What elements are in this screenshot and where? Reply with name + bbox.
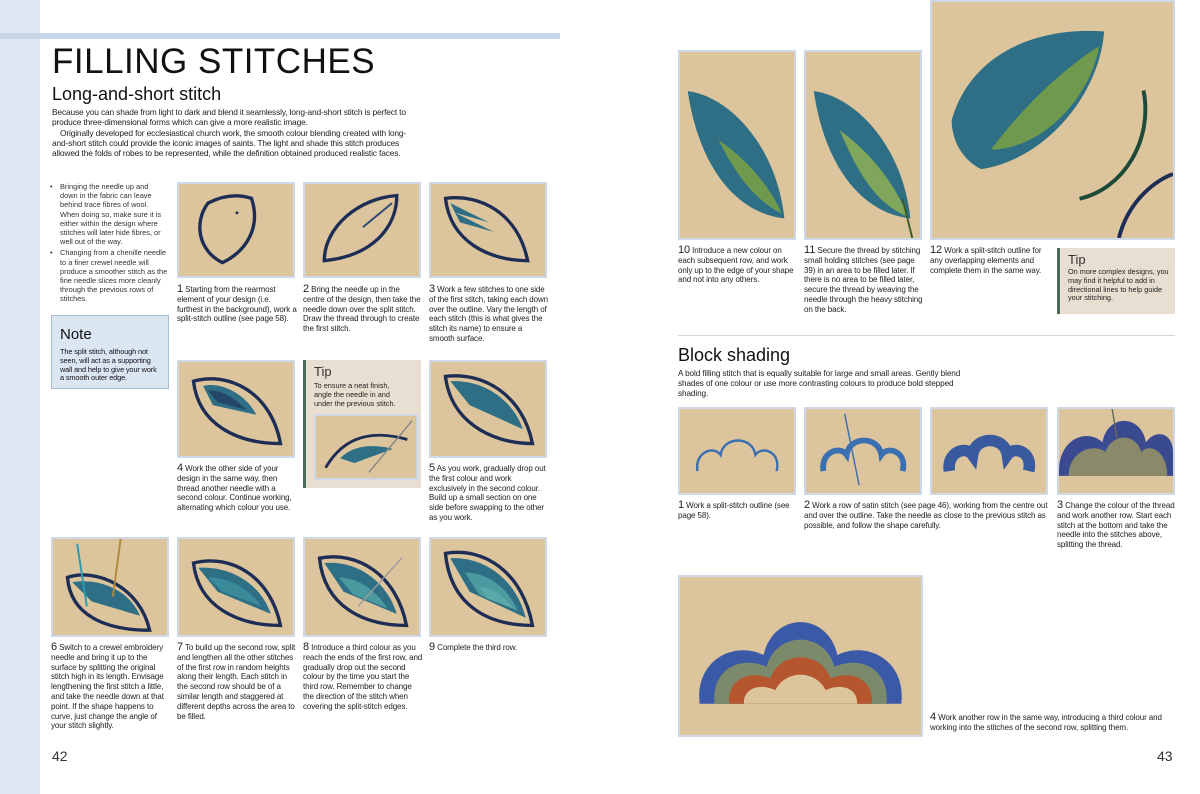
step-number: 2 [804, 499, 811, 511]
step-number: 10 [678, 244, 691, 256]
step-number: 3 [1057, 499, 1064, 511]
step-6-photo [51, 537, 169, 637]
note-text: The split stitch, although not seen, will act as a supporting wall and help to give your work a smooth outer edge. [60, 347, 157, 383]
step-text: Switch to a crewel embroidery needle and bring it up to the surface by splitting the original stitch high in its length. Envisage lengthening the first stitch a little, and take the needle down at that point. If the shape happens to curve, just change the angle of your stitch slightly. [51, 643, 164, 731]
section-title-block-shading: Block shading [678, 345, 791, 365]
section-divider [678, 335, 1175, 336]
tip-title: Tip [314, 364, 332, 379]
step-text: Work another row in the same way, introducing a third colour and working into the stitches of the second row, splitting them. [930, 713, 1162, 732]
block-step-3-caption [1057, 501, 1177, 550]
step-9-caption [429, 643, 549, 653]
bullet-item: • Bringing the needle up and down in the fabric can leave behind trace fibres of wool. When doing so, make sure it is either within the design where stitches will later hide fibres, or well out of the way. [50, 182, 168, 246]
step-7-caption [177, 643, 297, 721]
block-step-1-photo [678, 407, 796, 495]
step-2-photo [303, 182, 421, 278]
step-number: 5 [429, 462, 436, 474]
tips-bullet-list [50, 182, 168, 306]
step-11-photo [804, 50, 922, 240]
tip-text: On more complex designs, you may find it helpful to add in directional lines to help guide your stitching. [1068, 267, 1169, 303]
intro-text [52, 107, 422, 158]
step-text: Work a split-stitch outline (see page 58). [678, 501, 790, 520]
step-text: Work a split-stitch outline for any overlapping elements and complete them in the same way. [930, 246, 1042, 275]
step-text: Starting from the rearmost element of your design (i.e. furthest in the background), work a split-stitch outline (see page 58). [177, 285, 297, 324]
tip-box-right [1057, 248, 1175, 314]
block-step-3b-photo [1057, 407, 1175, 495]
step-4-caption [177, 464, 297, 513]
step-number: 1 [678, 499, 685, 511]
step-4-photo [177, 360, 295, 458]
step-10-photo [678, 50, 796, 240]
step-text: Complete the third row. [437, 643, 518, 652]
step-text: Change the colour of the thread and work another row. Start each stitch at the bottom and take the needle into the stitches above, splitting the thread. [1057, 501, 1175, 550]
step-8-caption [303, 643, 423, 712]
step-1-photo [177, 182, 295, 278]
step-3-photo [429, 182, 547, 278]
step-number: 8 [303, 641, 310, 653]
step-number: 11 [804, 244, 816, 256]
step-10-caption [678, 246, 798, 285]
step-number: 3 [429, 283, 436, 295]
page-edge-strip [0, 0, 40, 794]
page-title: FILLING STITCHES [52, 42, 376, 81]
page-number-left: 42 [52, 748, 68, 764]
step-number: 1 [177, 283, 184, 295]
block-step-4-photo [678, 575, 923, 737]
block-shading-intro: A bold filling stitch that is equally suitable for large and small areas. Gently blend shades of one colour or use more contrasting colours to produce bold stepped shading. [678, 369, 961, 398]
intro-paragraph: Because you can shade from light to dark and blend it seamlessly, long-and-short stitch is perfect to produce three-dimensional forms which can give a more realistic image. [52, 107, 406, 128]
section-title-long-and-short: Long-and-short stitch [52, 84, 222, 104]
step-5-caption [429, 464, 551, 523]
tip-box-left [303, 360, 421, 488]
step-text: Introduce a third colour as you reach the ends of the first row, and gradually drop out the second colour by the time you start the third row. Remember to change the direction of the stitch when covering the split-stitch edges. [303, 643, 423, 711]
step-9-photo [429, 537, 547, 637]
tip-title: Tip [1068, 252, 1086, 267]
page-number-right: 43 [1157, 748, 1173, 764]
step-11-caption [804, 246, 924, 315]
step-text: Work a few stitches to one side of the first stitch, taking each down over the outline. Vary the length of each stitch (this is what gives the stitch its name) to ensure a smooth surface. [429, 285, 549, 343]
header-rule [0, 33, 560, 39]
step-number: 12 [930, 244, 943, 256]
step-12-photo [930, 0, 1175, 240]
block-step-2-photo [804, 407, 922, 495]
step-number: 4 [177, 462, 184, 474]
step-6-caption [51, 643, 171, 731]
step-text: Secure the thread by stitching small holding stitches (see page 39) in an area to be filled later. If there is no area to be filled later, secure the thread by weaving the needle through the heavy stitching on the back. [804, 246, 923, 314]
block-step-4-caption [930, 713, 1175, 733]
step-5-photo [429, 360, 547, 458]
step-text: Work a row of satin stitch (see page 46), working from the centre out and over the outline. Take the needle as close to the previous stitch as possible, and follow the shape carefully. [804, 501, 1048, 530]
step-text: Introduce a new colour on each subsequent row, and work only up to the edge of your shape and not into any others. [678, 246, 794, 285]
block-step-2-caption [804, 501, 1052, 530]
step-number: 2 [303, 283, 310, 295]
step-number: 9 [429, 641, 436, 653]
step-12-caption [930, 246, 1052, 275]
step-text: Work the other side of your design in the same way, then thread another needle with a second colour. Continue working, alternating which colour you use. [177, 464, 292, 513]
step-text: As you work, gradually drop out the first colour and work exclusively in the second colour. Build up a small section on one side before swapping to the other as you work. [429, 464, 546, 522]
bullet-item: • Changing from a chenille needle to a finer crewel needle will produce a smoother stitch as the fine needle slices more cleanly through the previous rows of stitches. [50, 248, 168, 303]
step-2-caption [303, 285, 423, 334]
tip-text: To ensure a neat finish, angle the needle in and under the previous stitch. [314, 381, 396, 408]
step-3-caption [429, 285, 549, 344]
intro-paragraph: Originally developed for ecclesiastical church work, the smooth colour blending created with long-and-short stitch could provide the iconic images of saints. The light and shade this stitch produces allowed the folds of robes to be represented, while the definition obtained produced realistic faces. [52, 127, 407, 159]
step-8-photo [303, 537, 421, 637]
block-step-3-photo [930, 407, 1048, 495]
block-step-1-caption [678, 501, 798, 521]
step-1-caption [177, 285, 297, 324]
step-number: 7 [177, 641, 184, 653]
step-number: 6 [51, 641, 58, 653]
note-title: Note [60, 326, 92, 343]
step-7-photo [177, 537, 295, 637]
step-text: To build up the second row, split and lengthen all the other stitches of the first row in random heights along their length. Each stitch in the second row should be of a similar length and staggered at different depths across the area to be filled. [177, 643, 296, 721]
tip-photo [314, 414, 418, 480]
step-number: 4 [930, 711, 937, 723]
note-box [51, 315, 169, 389]
step-text: Bring the needle up in the centre of the design, then take the needle down over the split stitch. Draw the thread through to create the first stitch. [303, 285, 421, 334]
